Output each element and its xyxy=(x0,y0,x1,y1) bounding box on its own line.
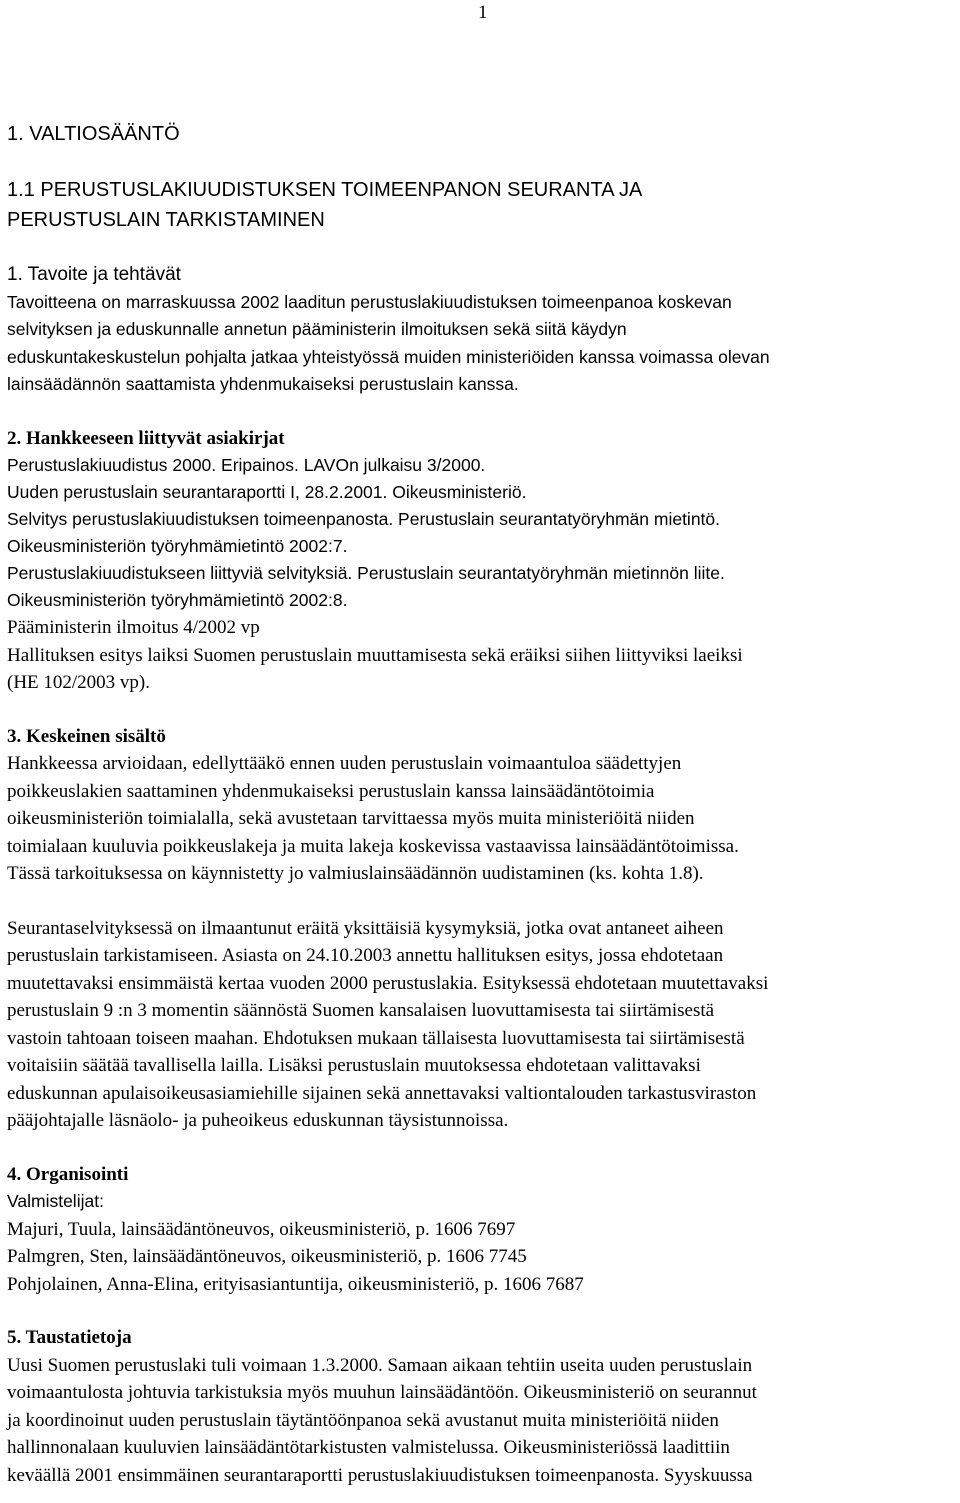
preparers-label: Valmistelijat: xyxy=(7,1191,104,1211)
section-title: 4. Organisointi xyxy=(7,1163,129,1185)
section-title: 5. Taustatietoja xyxy=(7,1327,132,1348)
text-line: Tavoitteena on marraskuussa 2002 laaditun perustuslakiuudistuksen toimeenpanoa koskevan xyxy=(7,291,732,312)
text-line: eduskuntakeskustelun pohjalta jatkaa yhteistyössä muiden ministeriöiden kanssa voimassa olevan xyxy=(7,346,770,367)
sub-heading-line: PERUSTUSLAIN TARKISTAMINEN xyxy=(7,209,325,231)
main-heading: 1. VALTIOSÄÄNTÖ xyxy=(7,123,180,145)
section-title: 1. Tavoite ja tehtävät xyxy=(7,264,181,285)
paragraph xyxy=(7,915,957,1135)
text-line: Majuri, Tuula, lainsäädäntöneuvos, oikeusministeriö, p. 1606 7697 xyxy=(7,1218,516,1240)
sub-heading-line: 1.1 PERUSTUSLAKIUUDISTUKSEN TOIMEENPANON SEURANTA JA xyxy=(7,179,643,201)
text-line: Hallituksen esitys laiksi Suomen perustuslain muuttamisesta sekä eräiksi siihen liittyviksi laeiksi xyxy=(7,644,743,666)
text-line: oikeusministeriön toimialalla, sekä avustetaan tarvittaessa myös muita ministeriöitä niiden xyxy=(7,808,695,829)
section-goal xyxy=(7,261,957,399)
text-line: Perustuslakiuudistukseen liittyviä selvityksiä. Perustuslain seurantatyöryhmän mietinnön liite. xyxy=(7,563,725,583)
text-line: lainsäädännön saattamista yhdenmukaiseksi perustuslain kanssa. xyxy=(7,374,519,394)
text-line: (HE 102/2003 vp). xyxy=(7,672,151,693)
text-line: Uusi Suomen perustuslaki tuli voimaan 1.3.2000. Samaan aikaan tehtiin useita uuden perustuslain xyxy=(7,1354,753,1376)
section-body xyxy=(7,1352,957,1490)
paragraph xyxy=(7,750,957,888)
text-line: pääjohtajalle läsnäolo- ja puheoikeus eduskunnan täysistunnoissa. xyxy=(7,1110,509,1131)
text-line: vastoin tahtoaan toiseen maahan. Ehdotuksen mukaan tällaisesta luovuttamisesta tai siirtämisestä xyxy=(7,1027,745,1049)
sub-heading xyxy=(7,175,957,235)
section-title: 2. Hankkeeseen liittyvät asiakirjat xyxy=(7,427,285,449)
section-title: 3. Keskeinen sisältö xyxy=(7,725,166,747)
text-line: voitaisiin säätää tavallisella lailla. Lisäksi perustuslain muutoksessa ehdotetaan valittavaksi xyxy=(7,1055,701,1076)
text-line: Perustuslakiuudistus 2000. Eripainos. LAVOn julkaisu 3/2000. xyxy=(7,455,486,475)
text-line: perustuslain 9 :n 3 momentin säännöstä Suomen kansalaisen luovuttamisesta tai siirtämisestä xyxy=(7,1000,715,1021)
text-line: perustuslain tarkistamiseen. Asiasta on 24.10.2003 annettu hallituksen esitys, jossa ehdotetaan xyxy=(7,945,724,966)
text-line: Oikeusministeriön työryhmämietintö 2002:7. xyxy=(7,536,348,556)
text-line: muutettavaksi ensimmäistä kertaa vuoden 2000 perustuslakia. Esityksessä ehdotetaan muutettavaksi xyxy=(7,972,769,994)
text-line: Palmgren, Sten, lainsäädäntöneuvos, oikeusministeriö, p. 1606 7745 xyxy=(7,1246,527,1267)
text-line: Tässä tarkoituksessa on käynnistetty jo valmiuslainsäädännön uudistaminen (ks. kohta 1.8). xyxy=(7,863,704,884)
section-background xyxy=(7,1324,957,1489)
text-line: Pohjolainen, Anna-Elina, erityisasiantuntija, oikeusministeriö, p. 1606 7687 xyxy=(7,1273,584,1295)
section-body xyxy=(7,452,957,614)
page-number: 1 xyxy=(478,2,488,23)
text-line: eduskunnan apulaisoikeusasiamiehille sijainen sekä annettavaksi valtiontalouden tarkastusviraston xyxy=(7,1082,757,1104)
text-line: Selvitys perustuslakiuudistuksen toimeenpanosta. Perustuslain seurantatyöryhmän mietintö. xyxy=(7,509,721,529)
text-line: Seurantaselvityksessä on ilmaantunut eräitä yksittäisiä kysymyksiä, jotka ovat antaneet aiheen xyxy=(7,917,724,939)
text-line: ja koordinoinut uuden perustuslain täytäntöönpanoa sekä avustanut muita ministeriöitä niiden xyxy=(7,1409,719,1431)
text-line: selvityksen ja eduskunnalle annetun pääministerin ilmoituksen sekä siitä käydyn xyxy=(7,319,627,339)
text-line: Oikeusministeriön työryhmämietintö 2002:8. xyxy=(7,590,348,610)
document-body xyxy=(7,121,957,1489)
text-line: toimialaan kuuluvia poikkeuslakeja ja muita lakeja koskevissa vastaavissa lainsäädäntötoimissa. xyxy=(7,835,739,857)
text-line: keväällä 2001 ensimmäinen seurantaraportti perustuslakiuudistuksen toimeenpanosta. Syyskuussa xyxy=(7,1464,753,1486)
text-line: Uuden perustuslain seurantaraportti I, 28.2.2001. Oikeusministeriö. xyxy=(7,482,527,502)
text-line: Hankkeessa arvioidaan, edellyttääkö ennen uuden perustuslain voimaantuloa säädettyjen xyxy=(7,753,682,774)
section-body-serif xyxy=(7,614,957,697)
text-line: poikkeuslakien saattaminen yhdenmukaiseksi perustuslain kanssa lainsäädäntötoimia xyxy=(7,780,655,802)
section-body xyxy=(7,289,957,399)
text-line: hallinnonalaan kuuluvien lainsäädäntötarkistusten valmistelussa. Oikeusministeriössä laadittiin xyxy=(7,1437,730,1458)
section-content xyxy=(7,723,957,1135)
section-body xyxy=(7,1188,957,1298)
text-line: voimaantulosta johtuvia tarkistuksia myös muuhun lainsäädäntöön. Oikeusministeriö on seurannut xyxy=(7,1382,757,1403)
text-line: Pääministerin ilmoitus 4/2002 vp xyxy=(7,617,260,638)
section-documents xyxy=(7,425,957,697)
section-organisation xyxy=(7,1161,957,1299)
